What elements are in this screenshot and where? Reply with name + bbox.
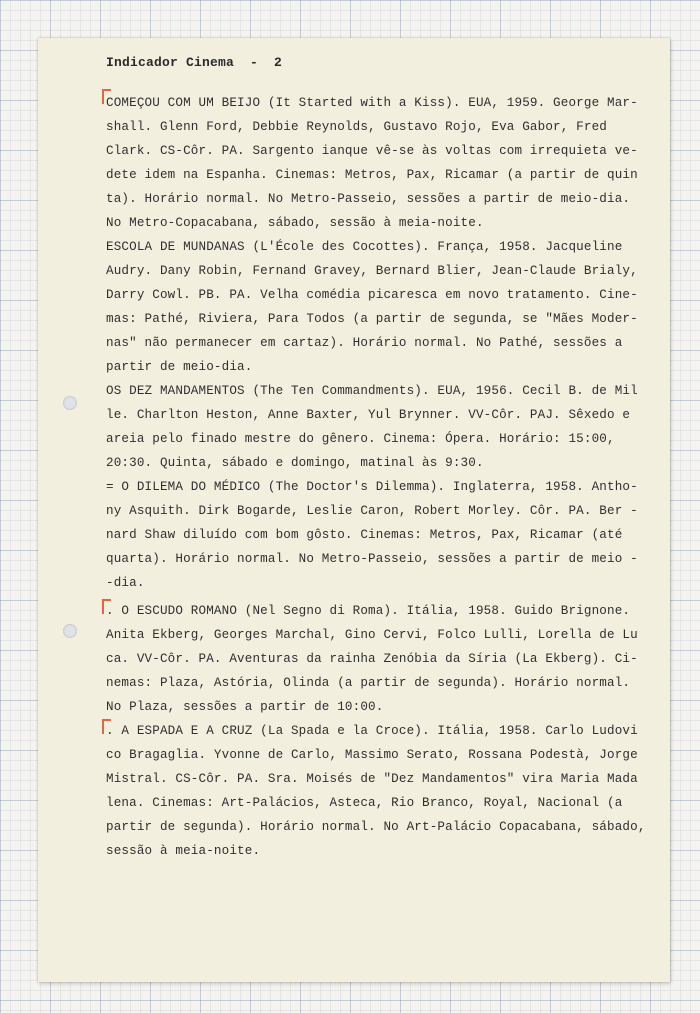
text-line: ca. VV-Côr. PA. Aventuras da rainha Zenóbia da Síria (La Ekberg). Ci- xyxy=(106,652,638,666)
text-line: Audry. Dany Robin, Fernand Gravey, Bernard Blier, Jean-Claude Brialy, xyxy=(106,264,638,278)
text-line: ESCOLA DE MUNDANAS (L'École des Cocottes). França, 1958. Jacqueline xyxy=(106,240,623,254)
text-line: Darry Cowl. PB. PA. Velha comédia picaresca em novo tratamento. Cine- xyxy=(106,288,638,302)
text-line: lena. Cinemas: Art-Palácios, Asteca, Rio Branco, Royal, Nacional (a xyxy=(106,796,623,810)
text-line: ny Asquith. Dirk Bogarde, Leslie Caron, Robert Morley. Côr. PA. Ber - xyxy=(106,504,638,518)
text-line: mas: Pathé, Riviera, Para Todos (a partir de segunda, se "Mães Moder- xyxy=(106,312,638,326)
text-line: le. Charlton Heston, Anne Baxter, Yul Brynner. VV-Côr. PAJ. Sêxedo e xyxy=(106,408,631,422)
punch-hole xyxy=(63,396,77,410)
text-line: partir de meio-dia. xyxy=(106,360,253,374)
text-line: areia pelo finado mestre do gênero. Cinema: Ópera. Horário: 15:00, xyxy=(106,432,615,446)
typed-page xyxy=(38,38,670,982)
text-line: . A ESPADA E A CRUZ (La Spada e la Croce). Itália, 1958. Carlo Ludovi xyxy=(106,724,638,738)
text-line: Mistral. CS-Côr. PA. Sra. Moisés de "Dez Mandamentos" vira Maria Mada xyxy=(106,772,638,786)
text-line: . O ESCUDO ROMANO (Nel Segno di Roma). Itália, 1958. Guido Brignone. xyxy=(106,604,631,618)
text-line: partir de segunda). Horário normal. No Art-Palácio Copacabana, sábado, xyxy=(106,820,646,834)
text-line: dete idem na Espanha. Cinemas: Metros, Pax, Ricamar (a partir de quin xyxy=(106,168,638,182)
text-line: nemas: Plaza, Astória, Olinda (a partir de segunda). Horário normal. xyxy=(106,676,631,690)
text-line: sessão à meia-noite. xyxy=(106,844,261,858)
text-line: co Bragaglia. Yvonne de Carlo, Massimo Serato, Rossana Podestà, Jorge xyxy=(106,748,638,762)
text-line: -dia. xyxy=(106,576,145,590)
punch-hole xyxy=(63,624,77,638)
text-line: No Plaza, sessões a partir de 10:00. xyxy=(106,700,384,714)
text-line: = O DILEMA DO MÉDICO (The Doctor's Dilemma). Inglaterra, 1958. Antho- xyxy=(106,480,638,494)
page-header: Indicador Cinema - 2 xyxy=(106,55,283,70)
text-line: quarta). Horário normal. No Metro-Passeio, sessões a partir de meio - xyxy=(106,552,638,566)
text-line: No Metro-Copacabana, sábado, sessão à meia-noite. xyxy=(106,216,484,230)
text-line: 20:30. Quinta, sábado e domingo, matinal às 9:30. xyxy=(106,456,484,470)
text-line: nas" não permanecer em cartaz). Horário normal. No Pathé, sessões a xyxy=(106,336,623,350)
text-line: shall. Glenn Ford, Debbie Reynolds, Gustavo Rojo, Eva Gabor, Fred xyxy=(106,120,607,134)
text-line: ta). Horário normal. No Metro-Passeio, sessões a partir de meio-dia. xyxy=(106,192,631,206)
text-line: Clark. CS-Côr. PA. Sargento ianque vê-se às voltas com irrequieta ve- xyxy=(106,144,638,158)
text-line: OS DEZ MANDAMENTOS (The Ten Commandments). EUA, 1956. Cecil B. de Mil xyxy=(106,384,638,398)
text-line: nard Shaw diluído com bom gôsto. Cinemas: Metros, Pax, Ricamar (até xyxy=(106,528,623,542)
text-line: COMEÇOU COM UM BEIJO (It Started with a Kiss). EUA, 1959. George Mar- xyxy=(106,96,638,110)
text-line: Anita Ekberg, Georges Marchal, Gino Cervi, Folco Lulli, Lorella de Lu xyxy=(106,628,638,642)
